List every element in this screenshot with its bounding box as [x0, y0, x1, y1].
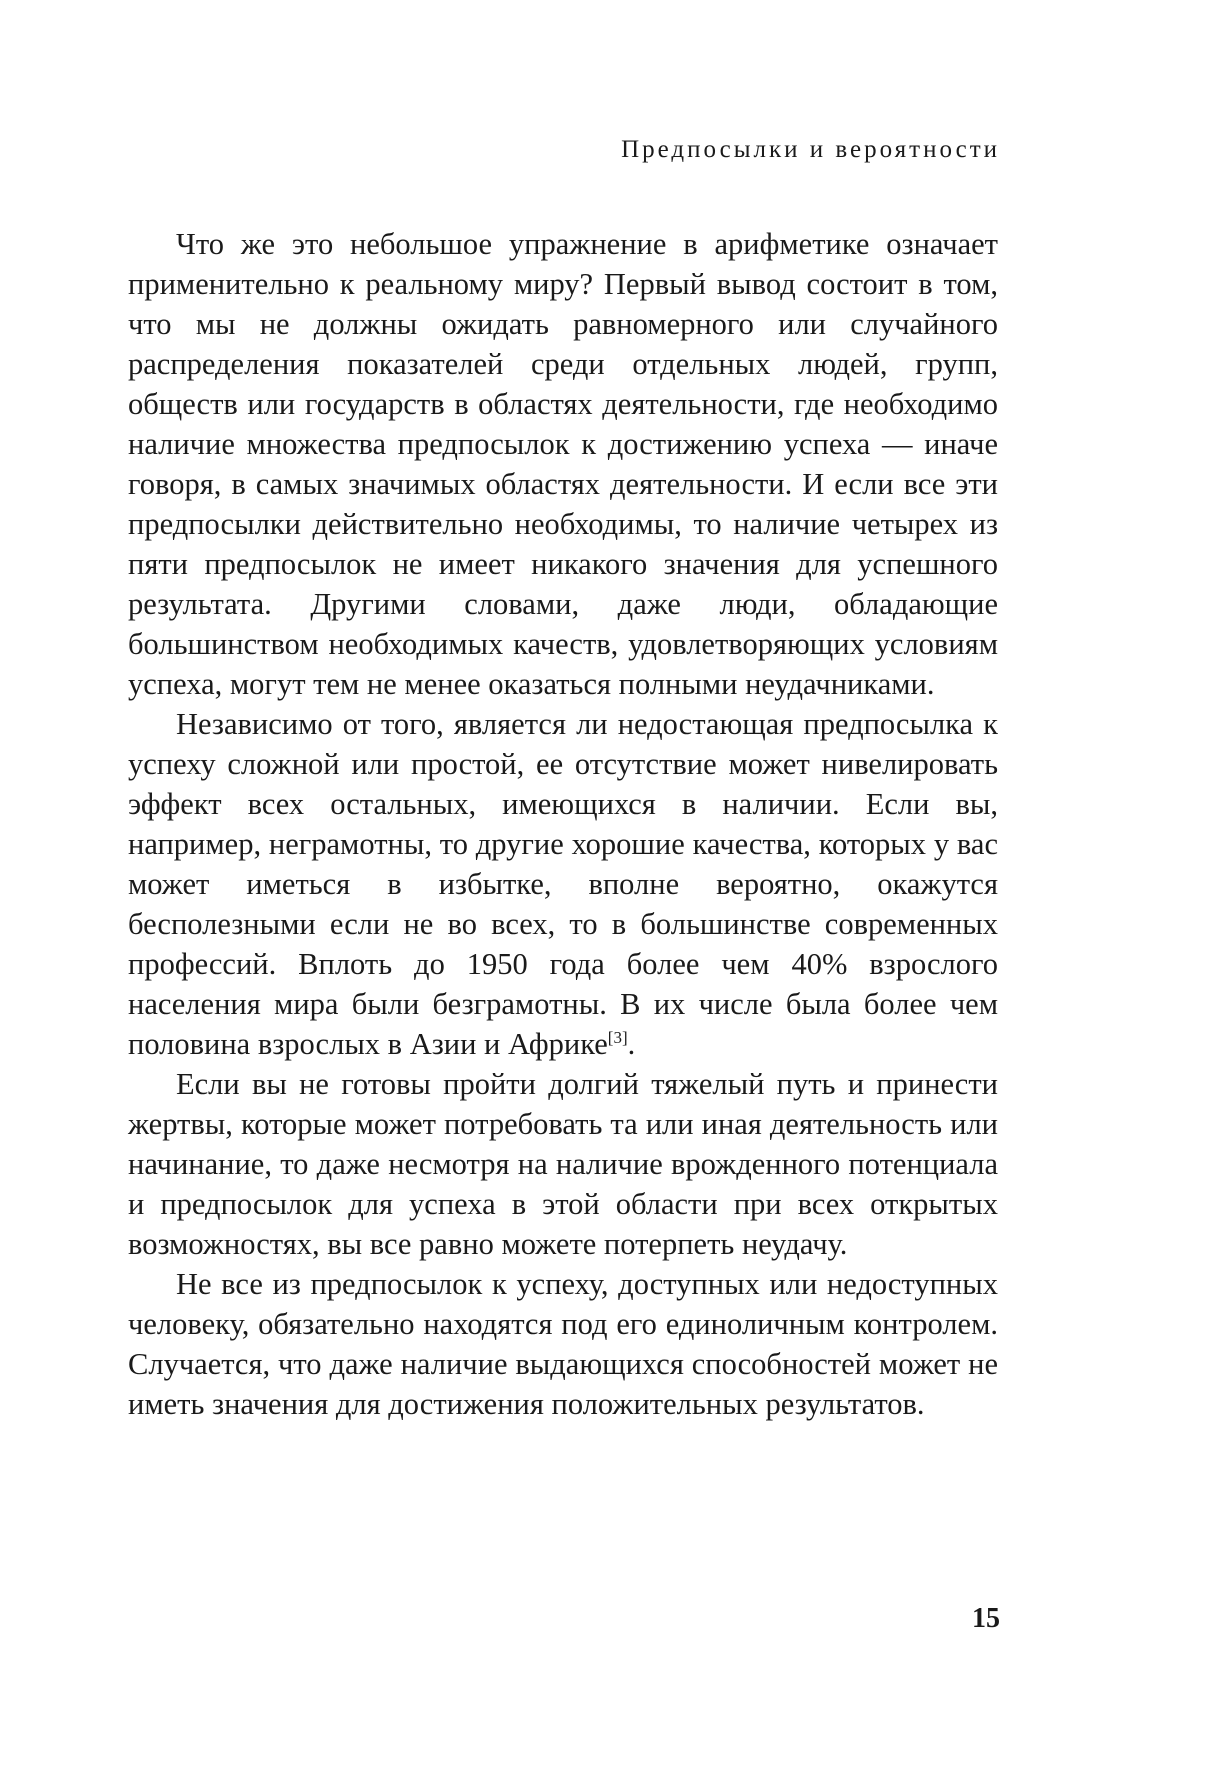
- paragraph-text: Независимо от того, является ли недостающая предпосылка к успеху сложной или простой, ее отсутствие может нивелировать эффект всех остальных, имеющихся в наличии. Если вы, например, неграмотны, то другие хорошие качества, которых у вас может иметься в избытке, вполне вероятно, окажутся бесполезными если не во всех, то в большинстве современных профессий. Вплоть до 1950 года более чем 40% взрослого населения мира были безграмотны. В их числе была более чем половина взрослых в Азии и Африке: [128, 707, 998, 1061]
- paragraph: [128, 1264, 998, 1424]
- paragraph: [128, 224, 998, 704]
- paragraph: [128, 1064, 998, 1264]
- paragraph-text: Не все из предпосылок к успеху, доступных или недоступных человеку, обязательно находятся под его единоличным контролем. Случается, что даже наличие выдающихся способностей может не иметь значения для достижения положительных результатов.: [128, 1267, 998, 1421]
- paragraph: [128, 704, 998, 1064]
- body-text: [128, 224, 998, 1424]
- paragraph-text: Что же это небольшое упражнение в арифметике означает применительно к реальному миру? Первый вывод состоит в том, что мы не должны ожидать равномерного или случайного распределения показателей среди отдельных людей, групп, обществ или государств в областях деятельности, где необходимо наличие множества предпосылок к достижению успеха — иначе говоря, в самых значимых областях деятельности. И если все эти предпосылки действительно необходимы, то наличие четырех из пяти предпосылок не имеет никакого значения для успешного результата. Другими словами, даже люди, обладающие большинством необходимых качеств, удовлетворяющих условиям успеха, могут тем не менее оказаться полными неудачниками.: [128, 227, 998, 701]
- page-number: 15: [972, 1603, 1000, 1634]
- paragraph-tail: .: [627, 1027, 636, 1061]
- paragraph-text: Если вы не готовы пройти долгий тяжелый путь и принести жертвы, которые может потребовать та или иная деятельность или начинание, то даже несмотря на наличие врожденного потенциала и предпосылок для успеха в этой области при всех открытых возможностях, вы все равно можете потерпеть неудачу.: [128, 1067, 998, 1261]
- running-header: Предпосылки и вероятности: [621, 136, 1000, 163]
- footnote-reference[interactable]: [3]: [607, 1027, 628, 1047]
